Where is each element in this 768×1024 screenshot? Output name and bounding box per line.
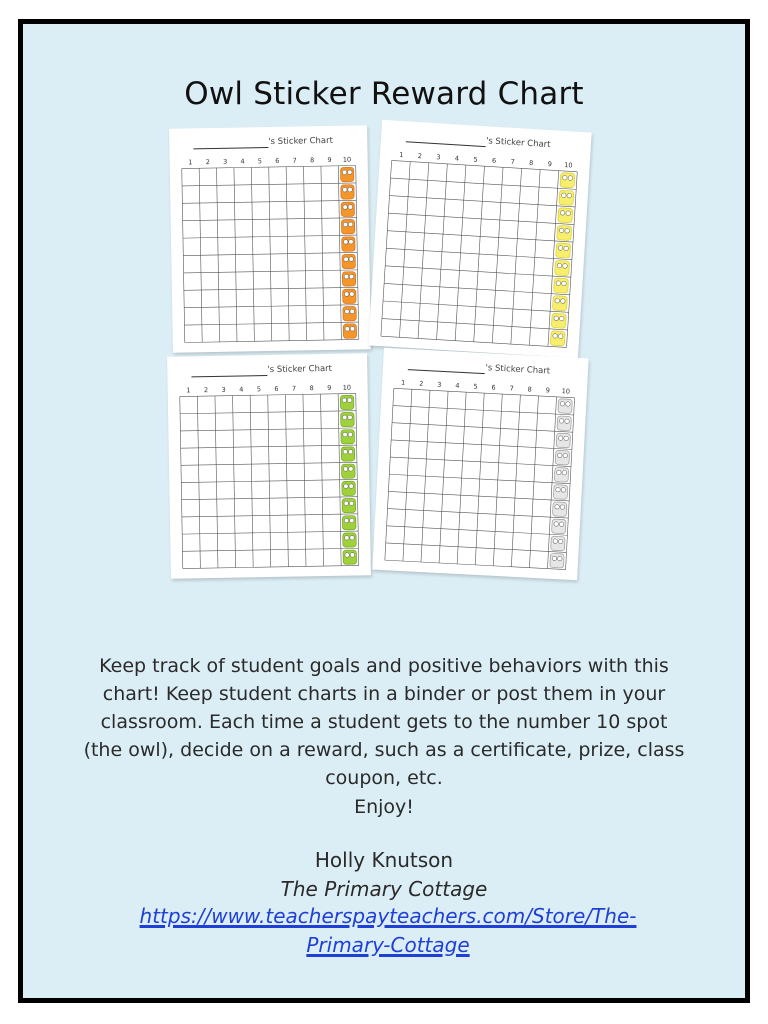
owl-sticker-icon: [558, 399, 572, 414]
owl-sticker-icon: [341, 202, 354, 216]
owl-sticker-icon: [554, 467, 568, 482]
owl-sticker-icon: [557, 225, 572, 240]
sticker-chart-title: 's Sticker Chart: [485, 363, 551, 377]
owl-sticker-icon: [343, 550, 357, 564]
column-number: 4: [454, 154, 460, 163]
owl-sticker-icon: [557, 416, 571, 431]
sticker-chart-title: 's Sticker Chart: [267, 363, 333, 376]
column-number: 6: [274, 384, 279, 393]
owl-sticker-icon: [341, 430, 355, 444]
owl-sticker-icon: [550, 331, 565, 346]
owl-sticker-icon: [343, 306, 356, 320]
column-number: 3: [436, 153, 441, 162]
column-number: 5: [473, 155, 478, 164]
owl-sticker-icon: [340, 395, 354, 409]
column-number: 7: [291, 384, 297, 393]
owl-sticker-icon: [556, 433, 570, 448]
owl-sticker-icon: [550, 553, 564, 568]
owl-sticker-icon: [552, 519, 566, 534]
owl-sticker-icon: [555, 450, 569, 465]
owl-sticker-icon: [551, 313, 566, 328]
page-frame: [18, 19, 750, 1003]
sticker-grid: [167, 353, 371, 578]
column-number: 8: [528, 158, 534, 168]
column-number: 2: [205, 158, 210, 167]
owl-sticker-icon: [342, 272, 355, 286]
sticker-chart-title: 's Sticker Chart: [485, 136, 551, 151]
column-number: 6: [275, 156, 280, 165]
owl-sticker-icon: [553, 485, 567, 500]
owl-sticker-icon: [343, 324, 356, 338]
sticker-chart-gray-preview: [372, 348, 588, 580]
sticker-grid: [372, 348, 588, 580]
owl-sticker-icon: [552, 502, 566, 517]
column-number: 9: [545, 386, 551, 395]
column-number: 10: [342, 383, 352, 392]
author-name: Holly Knutson: [314, 848, 454, 872]
owl-sticker-icon: [343, 533, 357, 547]
description-paragraph: Keep track of student goals and positive behaviors with this chart! Keep student charts in a binder or post them in your classroom. Each time a student gets to the number 10 spot (the owl), decide on a reward, such as a certificate, prize, class coupon, etc.: [83, 655, 685, 789]
owl-sticker-icon: [341, 412, 355, 426]
owl-sticker-icon: [342, 481, 356, 495]
column-number: 9: [547, 160, 553, 169]
column-number: 5: [257, 157, 263, 166]
sticker-chart-yellow-preview: [368, 120, 591, 358]
store-name: The Primary Cottage: [280, 877, 488, 901]
column-number: 3: [221, 385, 226, 394]
owl-sticker-icon: [555, 260, 570, 275]
sticker-grid: [169, 125, 371, 352]
column-number: 2: [418, 379, 424, 388]
column-number: 7: [509, 384, 514, 393]
owl-sticker-icon: [342, 516, 356, 530]
owl-sticker-icon: [342, 254, 355, 268]
column-number: 3: [437, 380, 442, 389]
column-number: 7: [510, 157, 515, 166]
sticker-chart-green-preview: [167, 353, 371, 578]
column-number: 8: [309, 384, 314, 393]
column-number: 2: [417, 152, 423, 161]
column-number: 2: [203, 386, 209, 395]
enjoy-text: Enjoy!: [354, 796, 414, 818]
owl-sticker-icon: [556, 243, 571, 258]
owl-sticker-icon: [340, 167, 353, 181]
owl-sticker-icon: [558, 208, 573, 223]
column-number: 10: [561, 387, 571, 396]
column-number: 8: [309, 156, 315, 165]
column-number: 6: [491, 156, 497, 165]
column-number: 1: [186, 386, 191, 395]
owl-sticker-icon: [342, 237, 355, 251]
owl-sticker-icon: [341, 464, 355, 478]
page-title: Owl Sticker Reward Chart: [184, 76, 584, 112]
column-number: 4: [455, 381, 460, 390]
column-number: 8: [527, 385, 532, 394]
column-number: 10: [563, 161, 573, 170]
column-number: 1: [398, 150, 404, 160]
owl-sticker-icon: [341, 185, 354, 199]
column-number: 5: [256, 385, 261, 394]
owl-sticker-icon: [560, 173, 575, 188]
owl-sticker-icon: [342, 498, 356, 512]
owl-sticker-icon: [551, 536, 565, 551]
column-number: 5: [473, 382, 478, 391]
owl-sticker-icon: [343, 289, 356, 303]
column-number: 9: [327, 155, 332, 164]
column-number: 9: [327, 383, 332, 392]
column-number: 7: [292, 156, 297, 165]
column-number: 3: [223, 157, 228, 166]
column-number: 4: [240, 157, 245, 166]
sticker-chart-orange-preview: [169, 125, 371, 352]
store-link[interactable]: https://www.teacherspayteachers.com/Store/The-Primary-Cottage: [139, 904, 637, 957]
owl-sticker-icon: [341, 219, 354, 233]
sticker-grid: [368, 120, 591, 358]
column-number: 1: [400, 378, 406, 387]
column-number: 1: [188, 158, 193, 167]
owl-sticker-icon: [552, 296, 567, 311]
owl-sticker-icon: [554, 278, 569, 293]
column-number: 10: [342, 155, 352, 164]
sticker-chart-title: 's Sticker Chart: [268, 135, 334, 148]
column-number: 6: [491, 383, 496, 392]
owl-sticker-icon: [559, 190, 574, 205]
column-number: 4: [239, 385, 244, 394]
owl-sticker-icon: [341, 447, 355, 461]
